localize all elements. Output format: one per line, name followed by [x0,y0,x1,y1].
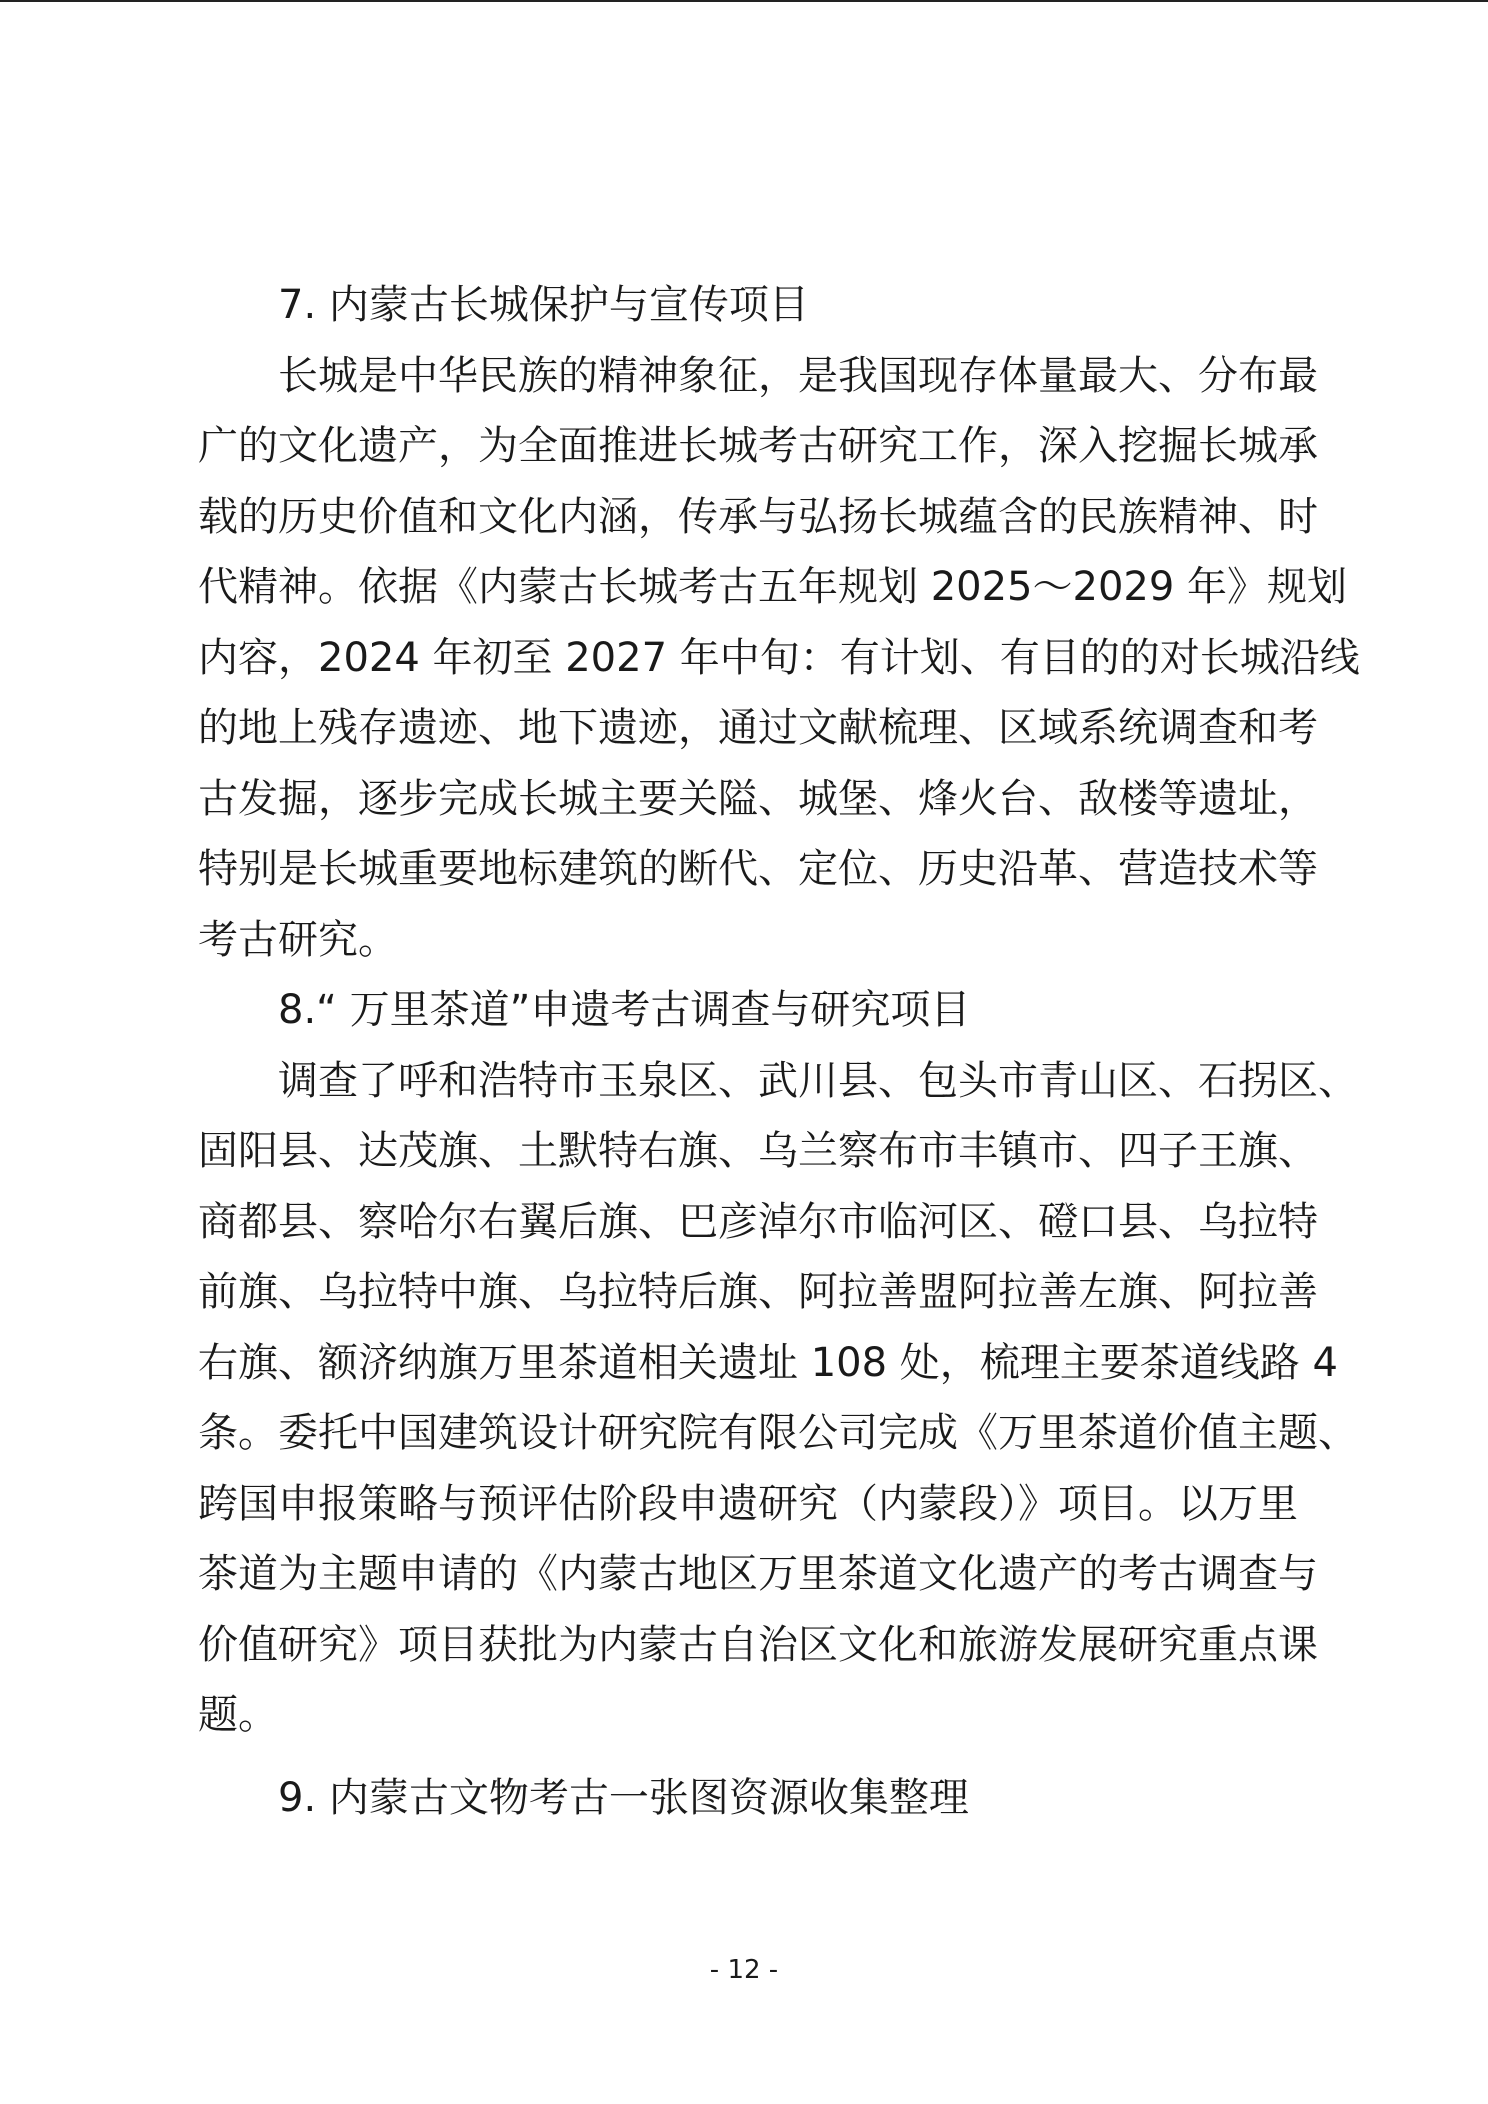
page-number: - 12 - [709,1955,779,1985]
section-spacer [198,1751,1308,1763]
document-body [198,270,1360,1833]
section-8-paragraph-line: 题。 [198,1692,278,1738]
top-border-line [0,0,1488,2]
section-7-paragraph-line: 广的文化遗产，为全面推进长城考古研究工作，深入挖掘长城承 [198,423,1318,469]
section-8-paragraph-line: 商都县、察哈尔右翼后旗、巴彦淖尔市临河区、磴口县、乌拉特 [198,1198,1318,1245]
section-7-paragraph-line: 载的历史价值和文化内涵，传承与弘扬长城蕴含的民族精神、时 [198,493,1318,540]
section-8-paragraph-line: 条。委托中国建筑设计研究院有限公司完成《万里茶道价值主题、 [198,1410,1358,1456]
section-7-paragraph-line: 特别是长城重要地标建筑的断代、定位、历史沿革、营造技术等 [198,846,1318,892]
section-8-paragraph-line: 茶道为主题申请的《内蒙古地区万里茶道文化遗产的考古调查与 [198,1551,1318,1597]
section-8-paragraph-line: 右旗、额济纳旗万里茶道相关遗址 108 处，梳理主要茶道线路 4 [198,1339,1338,1386]
section-7-heading: 7. 内蒙古长城保护与宣传项目 [278,282,809,328]
section-7-paragraph-line: 代精神。依据《内蒙古长城考古五年规划 2025～2029 年》规划 [198,564,1348,610]
section-8-paragraph-line: 价值研究》项目获批为内蒙古自治区文化和旅游发展研究重点课 [198,1621,1318,1668]
section-9-heading: 9. 内蒙古文物考古一张图资源收集整理 [278,1774,969,1821]
section-7-paragraph-line: 内容，2024 年初至 2027 年中旬：有计划、有目的的对长城沿线 [198,634,1360,681]
section-7-paragraph-line: 古发掘，逐步完成长城主要关隘、城堡、烽火台、敌楼等遗址， [198,775,1318,822]
section-8-paragraph-line: 前旗、乌拉特中旗、乌拉特后旗、阿拉善盟阿拉善左旗、阿拉善 [198,1269,1318,1315]
section-8-paragraph-line: 固阳县、达茂旗、土默特右旗、乌兰察布市丰镇市、四子王旗、 [198,1128,1318,1174]
section-8-heading: 8.“ 万里茶道”申遗考古调查与研究项目 [278,987,971,1033]
section-7-paragraph-line: 长城是中华民族的精神象征，是我国现存体量最大、分布最 [278,352,1318,399]
section-7-paragraph-line: 的地上残存遗迹、地下遗迹，通过文献梳理、区域系统调查和考 [198,705,1318,751]
section-7-paragraph-line: 考古研究。 [198,916,398,963]
section-8-paragraph-line: 调查了呼和浩特市玉泉区、武川县、包头市青山区、石拐区、 [278,1057,1358,1104]
section-8-paragraph-line: 跨国申报策略与预评估阶段申遗研究（内蒙段）》项目。以万里 [198,1480,1298,1527]
